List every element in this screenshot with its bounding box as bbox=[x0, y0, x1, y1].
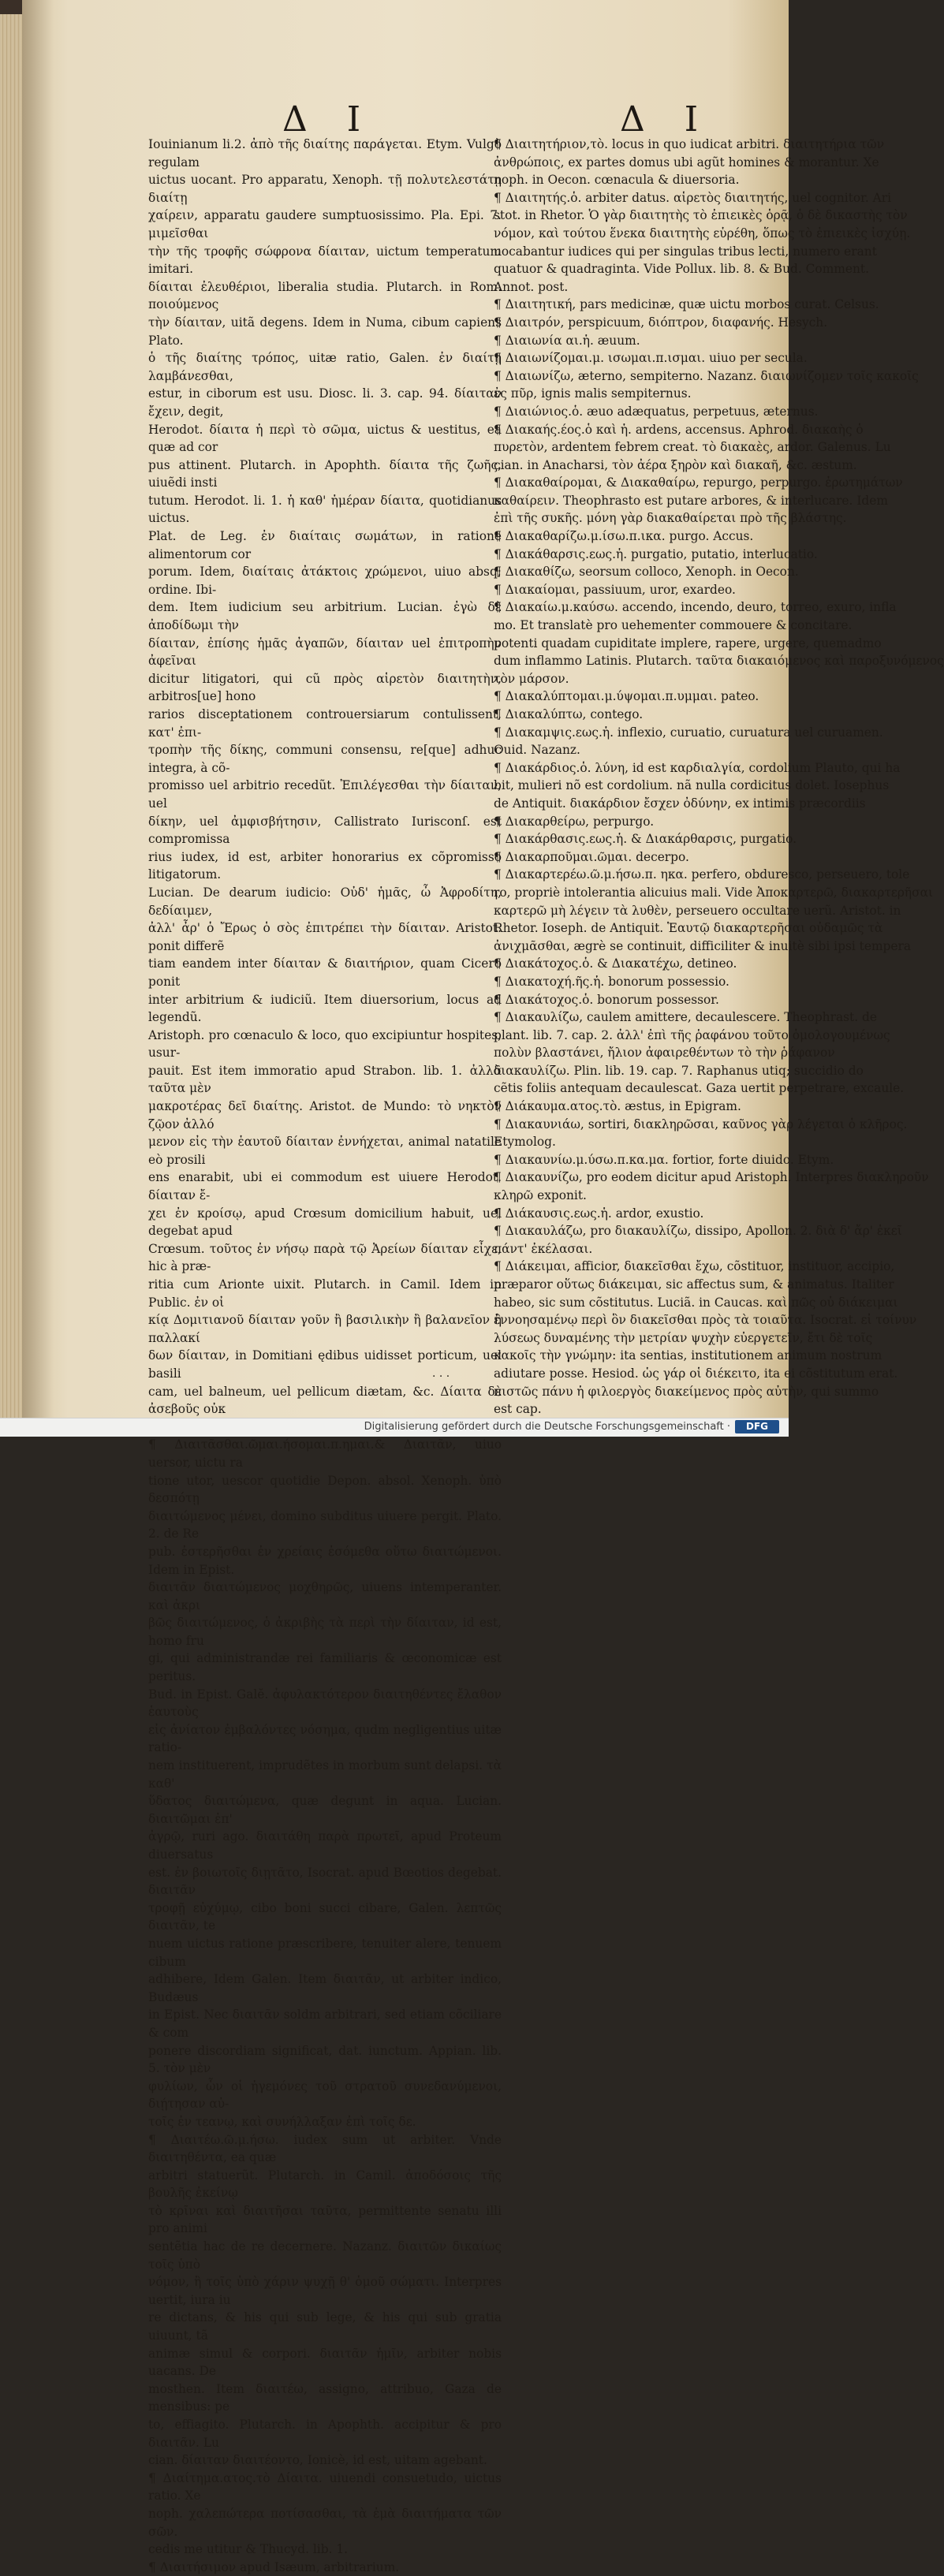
right_column-line: Etymolog. bbox=[494, 1135, 556, 1150]
page-edges bbox=[0, 14, 24, 1426]
left_column-line: rarios disceptationem controuersiarum contulissent, κατ' ἐπι- bbox=[148, 707, 502, 740]
left_column-line: ¶ Διαιτᾶσθαι.ῶμαι.ήσομαι.π.ημαι.& Διαιτᾶν, uiuo uersor, uictu ra bbox=[148, 1437, 502, 1470]
left_column-line: διαιτᾶν διαιτώμενος μοχθηρῶς, uiuens intemperanter. καὶ ἀκρι bbox=[148, 1580, 502, 1612]
left_column-line: nem instituerent, imprudẽtes in morbum sunt delapsi. τὰ καθ' bbox=[148, 1758, 502, 1791]
right_column-line: potenti quadam cupiditate implere, rapere, urgere, quemadmo bbox=[494, 636, 882, 651]
right_column-line: Annot. post. bbox=[494, 279, 569, 294]
running-head-right: Δ Ι bbox=[620, 99, 713, 140]
right_column-line: est cap. bbox=[494, 1402, 542, 1417]
right_column-line: πολὺν βλαστάνει, ἤλιον ἀφαιρεθέντων τὸ τὴν ῥάφανον bbox=[494, 1046, 835, 1061]
right_column-line: ¶ Διακάτοχος.ὁ. & Διακατέχω, detineo. bbox=[494, 956, 737, 971]
right_column-line: ¶ Διακαθαρίζω.μ.ίσω.π.ικα. purgo. Accus. bbox=[494, 529, 754, 544]
left_column-line: ponere discordiam significat, dat. iunctum. Appian. lib. 5. τὸν μὲν bbox=[148, 2043, 502, 2076]
right_column-line: κληρῶ exponit. bbox=[494, 1188, 587, 1203]
left_column-line: Herodot. δίαιτα ἡ περὶ τὸ σῶμα, uictus & uestitus, ea quæ ad cor bbox=[148, 422, 502, 455]
catchword: · · · bbox=[432, 1370, 450, 1383]
left_column-line: ritia cum Arionte uixit. Plutarch. in Camil. Idem in Public. ἐν οἰ bbox=[148, 1277, 502, 1310]
right_column-line: de Antiquit. διακάρδιον ἔσχεν ὀδύνην, ex intimis præcordiis bbox=[494, 796, 866, 811]
right_column-line: Rhetor. Ioseph. de Antiquit. Ἑαυτῷ διακαρτερῆσαι οὐδαμῶς τὰ bbox=[494, 921, 883, 936]
left_column-line: pus attinent. Plutarch. in Apophth. δίαιτα τῆς ζωῆς, uiuẽdi insti bbox=[148, 457, 502, 490]
right_column-line: κακοῖς τὴν γνώμην: ita sentias, institutionem animum nostrum bbox=[494, 1348, 882, 1363]
left_column-line: ¶ Διαίτημα.ατος.τὸ Δίαιτα. uiuendi consuetudo, uictus ratio. Xe bbox=[148, 2470, 502, 2503]
right_column-line: ¶ Διακατοχή.ῆς.ἡ. bonorum possessio. bbox=[494, 974, 729, 989]
right_column-line: stot. in Rhetor. Ὁ γὰρ διαιτητὴς τὸ ἐπιεικὲς ὁρᾷ, ὁ δὲ δικαστὴς τὸν bbox=[494, 208, 908, 223]
right_column-line: ¶ Διαιτητήριον,τὸ. locus in quo iudicat arbitri. διαιτητήρια τῶν bbox=[494, 137, 885, 151]
right_column-line: νόμον, καὶ τούτου ἕνεκα διαιτητὴς εὑρέθη, ὅπως τὸ ἐπιεικὲς ἰσχύῃ. bbox=[494, 226, 911, 240]
left_column-line: ἀλλ' ἆρ' ὁ Ἔρως ὁ σὸς ἐπιτρέπει τὴν δίαιταν. Aristot. ponit differẽ bbox=[148, 921, 502, 953]
right_column-line: ¶ Διαιτρόν, perspicuum, διόπτρον, διαφανής. Hesych. bbox=[494, 315, 828, 330]
right_column-line: ¶ Διακαίομαι, passiuum, uror, exardeo. bbox=[494, 582, 736, 597]
right_column-line: ¶ Διακαυνιάω, sortiri, διακληρῶσαι, καῦνος γὰρ λέγεται ὁ κλῆρος. bbox=[494, 1117, 908, 1131]
right_column-line: plant. lib. 7. cap. 2. ἀλλ' ἐπὶ τῆς ῥαφάνου τοῦτο ὁμολογουμένως bbox=[494, 1027, 890, 1042]
left_column-line: gi, qui administrandæ rei familiaris & œconomicæ est peritus. bbox=[148, 1651, 502, 1684]
left_column-line: inter arbitrium & iudiciũ. Item diuersorium, locus ad legendũ. bbox=[148, 992, 502, 1025]
right_column-line: ¶ Διακαθαίρομαι, & Διακαθαίρω, repurgo, perpurgo. ἐρωτημάτων bbox=[494, 475, 903, 490]
left_column-line: φυλίων, ὧν οἱ ἡγεμόνες τοῦ στρατοῦ συνεδανύμενοι, διῄτησαν αὐ- bbox=[148, 2078, 502, 2112]
left_column-line: τροπὴν τῆς δίκης, communi consensu, re[que] adhuc integra, à cõ- bbox=[148, 743, 502, 775]
left_column-line: δίκην, uel ἀμφισβήτησιν, Callistrato Iurisconſ. est compromissa bbox=[148, 814, 502, 847]
funding-notice: Digitalisierung gefördert durch die Deutsche Forschungsgemeinschaft · bbox=[364, 1421, 730, 1433]
left_column-line: cedis me utitur & Thucyd. lib. 1. bbox=[148, 2542, 349, 2557]
left_column-line: τοῖς ἐν τεανῳ, καὶ συνήλλαξαν ἐπὶ τοῖς δε. bbox=[148, 2114, 416, 2129]
left_column-line: Iouinianum li.2. ἀπὸ τῆς διαίτης παράγεται. Etym. Vulgò regulam bbox=[148, 137, 502, 170]
left_column-line: τροφῇ εὐχύμῳ, cibo boni succi cibare, Galen. λεπτῶς διαιτᾶν, te bbox=[148, 1900, 502, 1933]
right_column-line: ¶ Διακαής.έος.ὁ καὶ ἡ. ardens, accensus. Aphrod. διακαὴς ὁ bbox=[494, 422, 864, 437]
right_column-line: καθαίρειν. Theophrasto est putare arbores, & interlucare. Idem bbox=[494, 493, 888, 508]
right_column-line: bit, mulieri nõ est cordolium. nã nulla cordicitus dolet. Iosephus bbox=[494, 778, 890, 793]
left_column-line: τὸ κρῖναι καὶ διαιτῆσαι ταῦτα, permittente senatu illi pro animi bbox=[148, 2203, 502, 2236]
right_column-line: ¶ Διακαμψις.εως.ἡ. inflexio, curuatio, curuatura uel curuamen. bbox=[494, 725, 883, 740]
left_column-line: animæ simul & corpori. διαιτᾶν ἡμῖν, arbiter nobis uacans. De bbox=[148, 2346, 502, 2379]
right_column-line: ¶ Διαιτητική, pars medicinæ, quæ uictu morbos curat. Celsus. bbox=[494, 297, 879, 312]
right_column-line: ¶ Διαιωνία αι.ἡ. æuum. bbox=[494, 333, 640, 348]
right_column-line: habeo, sic sum cõstitutus. Luciã. in Caucas. καὶ πῶς οὐ διάκειμαι bbox=[494, 1295, 898, 1310]
left_column-line: tutum. Herodot. li. 1. ἡ καθ' ἡμέραν δίαιτα, quotidianus uictus. bbox=[148, 493, 502, 526]
left_column-line: βῶς διαιτώμενος, ὁ ἀκριβὴς τὰ περὶ τὴν δίαιταν, id est, homo fru bbox=[148, 1616, 502, 1648]
left_column-line: sentẽtia hac de re decernere. Nazanz. διαιτῶν δικαίως τοῖς ὑπὸ bbox=[148, 2239, 502, 2272]
right_column-line: ¶ Διάκαυσις.εως.ἡ. ardor, exustio. bbox=[494, 1206, 704, 1221]
right_column-line: ¶ Διακαρποῦμαι.ῶμαι. decerpo. bbox=[494, 849, 689, 864]
left_column-line: χαίρειν, apparatu gaudere sumptuosissimo. Pla. Epi. 7. μιμεῖσθαι bbox=[148, 208, 502, 240]
right_column-line: ¶ Διακαυλάζω, pro διακαυλίζω, dissipo, Apollon. 2. διὰ δ' ἄρ' ἐκεῖ bbox=[494, 1224, 902, 1239]
right_column-line: πυρετὸν, ardentem febrem creat. τὸ διακαὲς, ardor. Galenus. Lu bbox=[494, 440, 891, 455]
right_column-line: ἐπὶ τῆς συκῆς. μόνη γὰρ διακαθαίρεται πρὸ τῆς βλάστης. bbox=[494, 511, 847, 526]
left_column-line: διαιτώμενος μένει, domino subditus uiuere pergit. Plato. 2. de Re bbox=[148, 1508, 502, 1541]
right_column-line: ¶ Διαιωνίζομαι.μ. ισωμαι.π.ισμαι. uiuo per secula. bbox=[494, 351, 808, 366]
left_column-line: δίαιται ἐλευθέριοι, liberalia studia. Plutarch. in Rom. ποιούμενος bbox=[148, 279, 502, 312]
left_column-line: estur, in ciborum est usu. Diosc. li. 3. cap. 94. δίαιταν ἔχειν, degit, bbox=[148, 386, 502, 419]
left_column-line: tione utor, uescor quotidie Depon. absol. Xenoph. ὑπὸ δεσπότῃ bbox=[148, 1473, 502, 1506]
left_column-line: dicitur litigatori, qui cũ πρὸς αἱρετὸν διαιτητὴν, arbitros[ue] hono bbox=[148, 671, 502, 704]
right_column-line: ἀνθρώποις, ex partes domus ubi agũt homines & morantur. Xe bbox=[494, 155, 879, 170]
right-column bbox=[494, 136, 944, 1418]
left_column-line: pauit. Est item immoratio apud Strabon. lib. 1. ἀλλὰ ταῦτα μὲν bbox=[148, 1063, 502, 1096]
left_column-line: arbitri statuerũt. Plutarch. in Camil. ἀποδόσοις τῆς βουλῆς ἐκείνῳ bbox=[148, 2168, 502, 2201]
right_column-line: ἐννοησαμένῳ περὶ ὃν διακεῖσθαι πρὸς τὰ τοιαῦτα. Isocrat. εἰ τοίνυν bbox=[494, 1313, 917, 1328]
left_column-line: re dictans, & his qui sub lege, & his qui sub gratia uiuunt, tã bbox=[148, 2310, 502, 2343]
left_column-line: μακροτέρας δεῖ διαίτης. Aristot. de Mundo: τὸ νηκτὸν ζῷον ἀλλό bbox=[148, 1099, 502, 1131]
right_column-line: ¶ Διακαρθείρω, perpurgo. bbox=[494, 814, 655, 829]
left_column-line: εἰς ἀνίατον ἐμβαλόντες νόσημα, qudm negligentius uitæ ratio- bbox=[148, 1722, 502, 1755]
left_column-line: mosthen. Item διαιτέω, assigno, attribuo, Gaza de mensibus: pe bbox=[148, 2381, 502, 2414]
left_column-line: κίᾳ Δομιτιανοῦ δίαιταν γοῦν ἢ βασιλικὴν ἢ βαλανεῖον ἢ παλλακί bbox=[148, 1313, 502, 1345]
left_column-line: cam, uel balneum, uel pellicum diætam, &c. Δίαιτα δὲ ἀσεβοῦς οὐκ bbox=[148, 1384, 502, 1417]
right_column-line: præparor οὕτως διάκειμαι, sic affectus sum, & animatus. Italiter bbox=[494, 1277, 894, 1292]
right_column-line: πιστῶς πάνυ ἡ φιλοεργὸς διακείμενος πρὸς αὐτὴν, qui summo bbox=[494, 1384, 879, 1399]
left_column-line: Aristoph. pro cœnaculo & loco, quo excipiuntur hospites, usur- bbox=[148, 1027, 502, 1061]
left_column-line: Lucian. De dearum iudicio: Οὐδ' ἡμᾶς, ὦ Ἀφροδίτη, δεδίαιμεν, bbox=[148, 885, 502, 918]
left_column-line: est. ἐν βοιωτοῖς διῃτᾶτο, Isocrat. apud Bœotios degebat. διαιτᾶν bbox=[148, 1865, 502, 1898]
left_column-line: nuem uictus ratione præscribere, tenuiter alere, tenuem cibum bbox=[148, 1936, 502, 1969]
left_column-line: promisso uel arbitrio recedũt. Ἐπιλέγεσθαι τὴν δίαιταν, uel bbox=[148, 778, 502, 811]
right_column-line: adiutare posse. Hesiod. ὡς γάρ οἱ διέκειτο, ita ei cõstitutum erat. bbox=[494, 1366, 898, 1381]
right_column-line: ¶ Διακαθίζω, seorsum colloco, Xenoph. in Oecon. bbox=[494, 565, 799, 580]
left_column-line: ens enarabit, ubi ei commodum est uiuere Herodot. δίαιταν ἔ- bbox=[148, 1170, 502, 1203]
left_column-line: pub. ἐστερῆσθαι ἐν χρείαις ἐσόμεθα οὕτω διαιτώμενοι. Idem in Epist. bbox=[148, 1544, 502, 1577]
left_column-line: ὕδατος διαιτώμενα, quæ degunt in aqua. Lucian. διαιτῶμαι ἐπ' bbox=[148, 1794, 502, 1826]
right_column-line: ¶ Διακαυλίζω, caulem amittere, decaulescere. Theophrast. de bbox=[494, 1010, 877, 1025]
right_column-line: ¶ Διακαλύπτω, contego. bbox=[494, 707, 644, 721]
right_column-line: λύσεως δυναμένης τὴν μετρίαν ψυχὴν εὐεργετεῖν, ἔτι δὲ τοῖς bbox=[494, 1330, 873, 1345]
right_column-line: ἐς πῦρ, ignis malis sempiternus. bbox=[494, 386, 692, 401]
left_column-line: Crœsum. τοῦτος ἐν νήσῳ παρὰ τῷ Ἀρείων δίαιταν εἶχε, hic à præ- bbox=[148, 1241, 502, 1274]
right_column-line: ¶ Διαιωνίζω, æterno, sempiterno. Nazanz. διαιωνίζομεν τοῖς κακοῖς bbox=[494, 368, 919, 383]
left_column-line: τὴν τῆς τροφῆς σώφρονα δίαιταν, uictum temperatum imitari. bbox=[148, 244, 502, 277]
left_column-line: νόμον, ἢ τοῖς ὑπὸ χάριν ψυχῇ θ' ὁμοῦ σώματι. Interpres uertit, iura iu bbox=[148, 2275, 502, 2307]
right_column-line: noph. in Oecon. cœnacula & diuersoria. bbox=[494, 173, 740, 188]
left_column-line: noph. χαλεπώτερα ποτίσασθαι, τὰ ἐμὰ διαιτήματα τῶν σῶν. bbox=[148, 2506, 502, 2539]
right_column-line: ἀνιχμᾶσθαι, ægrè se continuit, difficiliter & inuitè sibi ipsi tempera bbox=[494, 938, 912, 953]
right_column-line: mo. Et translatè pro uehementer commouere & concitare. bbox=[494, 618, 853, 633]
left-column bbox=[148, 136, 502, 2576]
left_column-line: in Epist. Nec διαιτᾶν soldm arbitrari, sed etiam cõciliare & com bbox=[148, 2007, 502, 2040]
right_column-line: ¶ Διακαυνίζω, pro eodem dicitur apud Aristoph. Interpres διακληροῦν bbox=[494, 1170, 929, 1185]
left_column-line: to, effiagito. Plutarch. in Apophth. accipitur & pro διαιτᾶν. Lu bbox=[148, 2418, 502, 2450]
left_column-line: Plat. de Leg. ἐν διαίταις σωμάτων, in ratione alimentorum cor bbox=[148, 529, 502, 561]
right_column-line: διακαυλίζω. Plin. lib. 19. cap. 7. Raphanus utiq; succidio do bbox=[494, 1063, 864, 1078]
left_column-line: ἀγρῷ, ruri ago. διαιτάθη παρὰ πρωτεῖ, apud Proteum diuersatus bbox=[148, 1829, 502, 1862]
right_column-line: ¶ Διαιτητής.ὁ. arbiter datus. αἱρετὸς διαιτητής, uel cognitor. Ari bbox=[494, 190, 891, 205]
right_column-line: quatuor & quadraginta. Vide Pollux. lib. 8. & Bud. Comment. bbox=[494, 262, 869, 277]
left_column-line: rius iudex, id est, arbiter honorarius ex cõpromisso litigatorum. bbox=[148, 849, 502, 882]
right_column-line: cian. in Anacharsi, τὸν ἀέρα ξηρὸν καὶ διακαῆ, &c. æstum. bbox=[494, 457, 857, 472]
right_column-line: ¶ Διακαυνίω.μ.ύσω.π.κα.μα. fortior, forte diuido. Etym. bbox=[494, 1152, 834, 1167]
right_column-line: καρτερῶ μὴ λέγειν τὰ λυθὲν, perseuero occultare uerũ. Aristot. in bbox=[494, 903, 901, 918]
right_column-line: ¶ Διακάρδιος.ὁ. λύνη, id est καρδιαλγία, cordolium Plauto, qui ha bbox=[494, 760, 901, 775]
right_column-line: ¶ Διαιώνιος.ὁ. æuo adæquatus, perpetuus, æternus. bbox=[494, 404, 819, 419]
right_column-line: ¶ Διακάθαρσις.εως.ἡ. purgatio, putatio, interlucatio. bbox=[494, 546, 818, 561]
left_column-line: uictus uocant. Pro apparatu, Xenoph. τῇ πολυτελεστάτῃ διαίτῃ bbox=[148, 173, 502, 205]
left_column-line: δων δίαιταν, in Domitiani ędibus uidisset porticum, uel basili bbox=[148, 1348, 502, 1381]
left_column-line: ὁ τῆς διαίτης τρόπος, uitæ ratio, Galen. ἐν διαίτῃ λαμβάνεσθαι, bbox=[148, 351, 502, 383]
right_column-line: ¶ Διάκειμαι, afficior, διακεῖσθαι ἔχω, cõstituor, instituor, accipio, bbox=[494, 1259, 895, 1274]
left_column-line: τὴν δίαιταν, uitã degens. Idem in Numa, cibum capiens Plato. bbox=[148, 315, 502, 348]
right_column-line: ¶ Διακαλύπτομαι.μ.ύψομαι.π.υμμαι. pateo. bbox=[494, 689, 759, 704]
right_column-line: dum inflammo Latinis. Plutarch. ταῦτα διακαιόμενος καὶ παροξυνόμενος bbox=[494, 654, 944, 669]
right_column-line: cẽtis foliis antequam decaulescat. Gaza uertit perpetrare, excaule. bbox=[494, 1081, 905, 1096]
dfg-logo: DFG bbox=[735, 1420, 779, 1433]
right_column-line: ¶ Διακάρθασις.εως.ἡ. & Διακάρθαρσις, purgatio. bbox=[494, 832, 797, 847]
left_column-line: δίαιταν, ἐπίσης ἡμᾶς ἀγαπῶν, δίαιταν uel ἐπιτροπὴν ἀφεῖναι bbox=[148, 636, 502, 669]
right_column-line: ¶ Διακάτοχος.ὁ. bonorum possessor. bbox=[494, 992, 719, 1007]
left_column-line: ¶ Διαιτέω.ῶ.μ.ήσω. iudex sum ut arbiter. Vnde διαιτηθέντα, ea quæ bbox=[148, 2132, 502, 2165]
left_column-line: porum. Idem, διαίταις ἀτάκτοις χρώμενοι, uiuo absq; ordine. Ibi- bbox=[148, 565, 502, 597]
left_column-line: μενον εἰς τὴν ἑαυτοῦ δίαιταν ἐννήχεται, animal natatile eò prosili bbox=[148, 1135, 502, 1167]
right_column-line: ¶ Διακαρτερέω.ῶ.μ.ήσω.π. ηκα. perfero, obduresco, perseuero, tole bbox=[494, 867, 910, 882]
running-head-left: Δ Ι bbox=[282, 99, 375, 140]
gutter-shadow bbox=[22, 0, 54, 1418]
left_column-line: cian. δίαιταν διαιτέοντο, Ionicè, id est, uitam agebant. bbox=[148, 2453, 487, 2468]
right_column-line: τὸν μάρσον. bbox=[494, 671, 569, 686]
left_column-line: χει ἐν κροίσῳ, apud Crœsum domicilium habuit, uel degebat apud bbox=[148, 1206, 502, 1239]
left_column-line: tiam eandem inter δίαιταν & διαιτήριον, quam Cicero ponit bbox=[148, 956, 502, 989]
right_column-line: Ouid. Nazanz. bbox=[494, 743, 580, 758]
left_column-line: dem. Item iudicium seu arbitrium. Lucian. ἐγὼ δὲ ἀποδίδωμι τὴν bbox=[148, 600, 502, 633]
right_column-line: uocabantur iudices qui per singulas tribus lecti, numero erant bbox=[494, 244, 877, 259]
right_column-line: ¶ Διάκαυμα.ατος.τὸ. æstus, in Epigram. bbox=[494, 1099, 741, 1114]
right_column-line: ¶ Διακαίω.μ.καύσω. accendo, incendo, deuro, torreo, exuro, infla bbox=[494, 600, 897, 615]
footer-bar bbox=[0, 1418, 789, 1437]
right_column-line: πάντ' ἐκέλασαι. bbox=[494, 1241, 593, 1256]
left_column-line: ¶ Διαιτήσιμον apud Isæum, arbitrarium. bbox=[148, 2559, 400, 2574]
right_column-line: ro, propriè intolerantia alicuius mali. Vide Ἀποκαρτερῶ, διακαρτερῆσαι bbox=[494, 885, 934, 900]
left_column-line: adhibere, Idem Galen. Item διαιτᾶν, ut arbiter indico, Budæus bbox=[148, 1972, 502, 2004]
left_column-line: Bud. in Epist. Galĕ. ἀφυλακτότερον διαιτηθέντες ἔλαθον ἑαυτοὺς bbox=[148, 1687, 502, 1720]
